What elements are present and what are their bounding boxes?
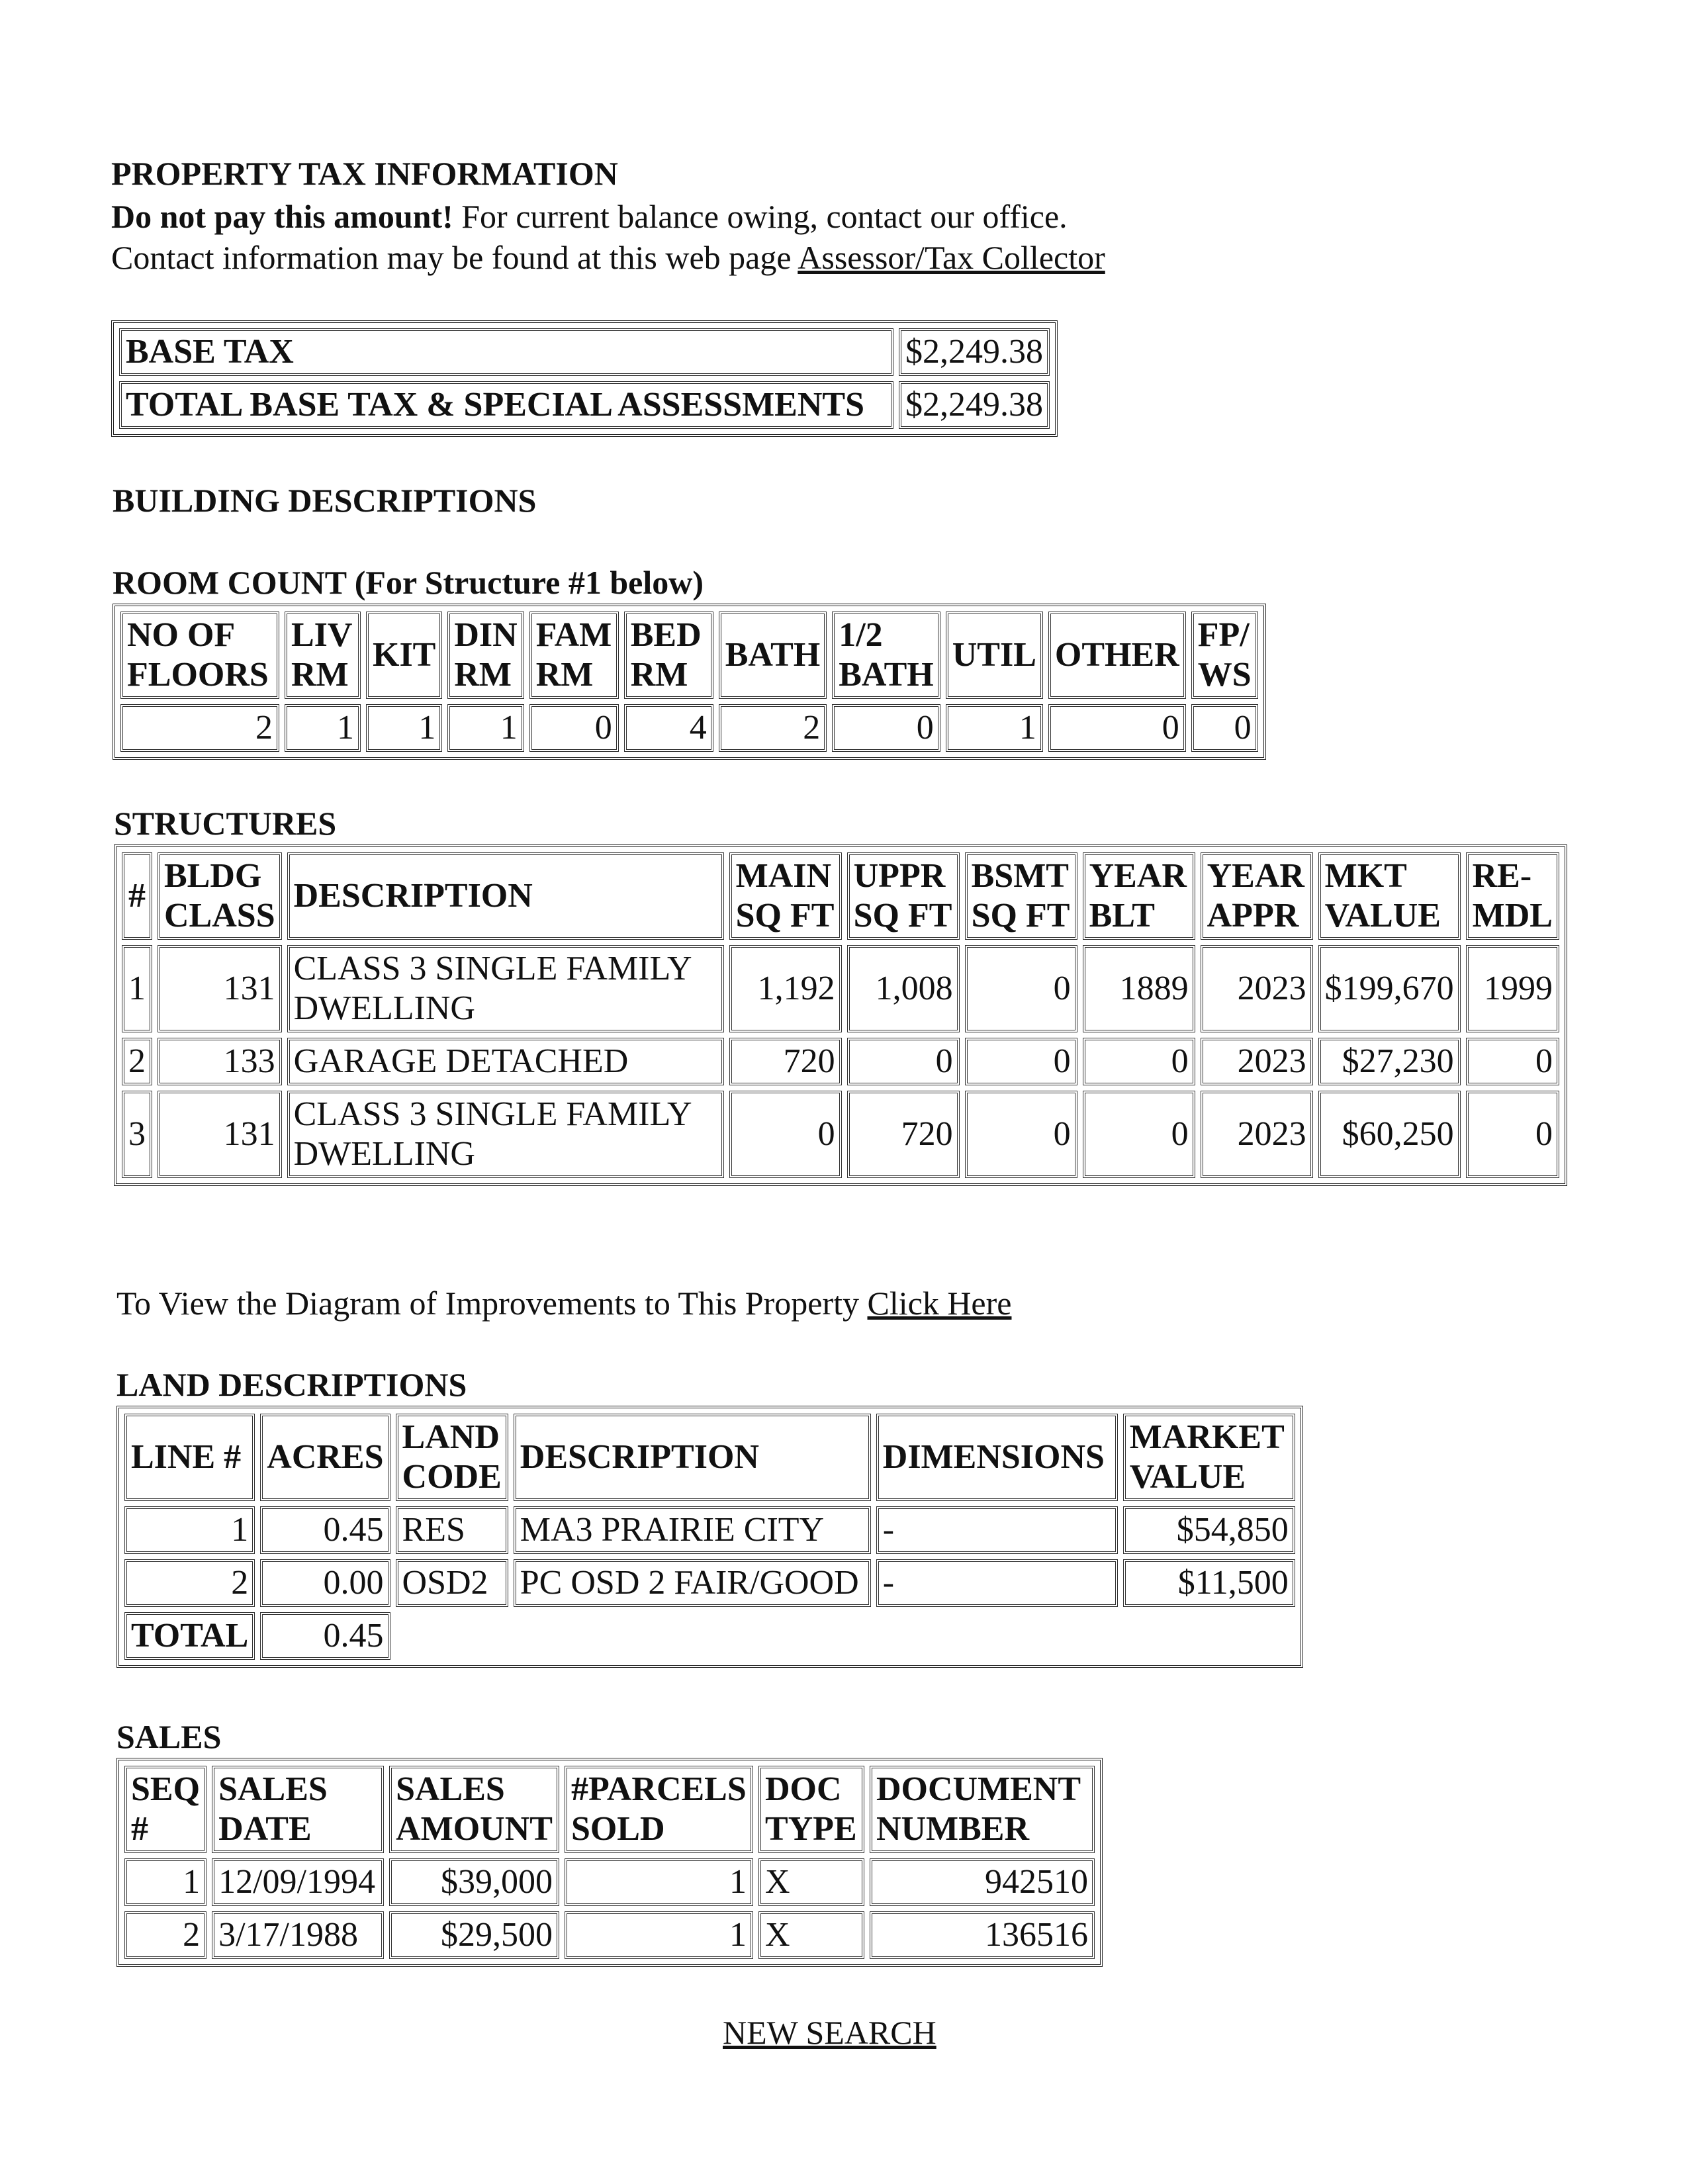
sale-amount: $39,000 [389,1858,559,1906]
sale-doc-type: X [758,1858,864,1906]
total-tax-value: $2,249.38 [899,381,1050,429]
land-acres: 0.00 [260,1559,390,1607]
sale-seq: 2 [124,1911,206,1959]
structure-bsmt-sqft: 0 [965,945,1077,1032]
land-market-value: $54,850 [1123,1506,1295,1554]
tax-table [111,320,1058,437]
land-table [116,1406,1303,1668]
room-count-table [113,604,1266,760]
structure-uppr-sqft: 0 [847,1038,960,1085]
room-value: 2 [120,704,279,752]
table-row [119,381,1050,429]
table-row [122,1038,1559,1085]
room-header: BATH [719,612,827,699]
building-title: BUILDING DESCRIPTIONS [113,482,537,519]
diagram-line [116,1283,1011,1324]
table-header-row [122,852,1559,940]
land-code: OSD2 [396,1559,508,1607]
structure-remodel: 0 [1466,1038,1559,1085]
structure-header: BLDG CLASS [158,852,282,940]
base-tax-value: $2,249.38 [899,328,1050,376]
tax-warning-text: For current balance owing, contact our office. [453,198,1068,235]
diagram-text: To View the Diagram of Improvements to This Property [116,1285,868,1322]
structure-remodel: 0 [1466,1091,1559,1178]
structure-year-built: 0 [1083,1038,1195,1085]
sale-parcels: 1 [565,1911,753,1959]
land-total-empty [396,1612,1295,1660]
assessor-tax-collector-link[interactable]: Assessor/Tax Collector [798,239,1105,276]
land-title: LAND DESCRIPTIONS [116,1366,467,1403]
total-tax-label: TOTAL BASE TAX & SPECIAL ASSESSMENTS [119,381,893,429]
structure-header: RE- MDL [1466,852,1559,940]
structure-year-appr: 2023 [1201,1091,1313,1178]
structure-header: YEAR APPR [1201,852,1313,940]
room-value: 1 [946,704,1043,752]
structure-num: 3 [122,1091,152,1178]
tax-contact-text: Contact information may be found at this web page [111,239,798,276]
room-value: 4 [624,704,713,752]
room-header: BED RM [624,612,713,699]
tax-title: PROPERTY TAX INFORMATION [111,155,618,192]
table-row [124,1858,1095,1906]
structure-main-sqft: 0 [729,1091,842,1178]
land-code: RES [396,1506,508,1554]
structure-header: # [122,852,152,940]
land-line: 1 [124,1506,255,1554]
sale-date: 12/09/1994 [212,1858,384,1906]
room-header: 1/2 BATH [832,612,940,699]
structure-header: MAIN SQ FT [729,852,842,940]
room-value: 0 [1191,704,1258,752]
structure-description: GARAGE DETACHED [287,1038,724,1085]
tax-warning-bold: Do not pay this amount! [111,198,453,235]
room-value: 1 [447,704,524,752]
room-header: FP/ WS [1191,612,1258,699]
room-value: 0 [832,704,940,752]
sales-header: #PARCELS SOLD [565,1766,753,1853]
structure-main-sqft: 1,192 [729,945,842,1032]
sale-seq: 1 [124,1858,206,1906]
sale-parcels: 1 [565,1858,753,1906]
room-header: NO OF FLOORS [120,612,279,699]
structure-uppr-sqft: 720 [847,1091,960,1178]
new-search-link[interactable]: NEW SEARCH [723,2014,936,2051]
base-tax-label: BASE TAX [119,328,893,376]
room-value: 2 [719,704,827,752]
diagram-click-here-link[interactable]: Click Here [867,1285,1012,1322]
structure-description: CLASS 3 SINGLE FAMILY DWELLING [287,945,724,1032]
room-header: UTIL [946,612,1043,699]
sales-header: SEQ # [124,1766,206,1853]
sale-amount: $29,500 [389,1911,559,1959]
table-row [119,328,1050,376]
sales-header: DOCUMENT NUMBER [870,1766,1095,1853]
table-header-row [120,612,1258,699]
structure-class: 131 [158,1091,282,1178]
structure-year-built: 1889 [1083,945,1195,1032]
room-value: 1 [285,704,361,752]
land-header: ACRES [260,1414,390,1501]
structure-uppr-sqft: 1,008 [847,945,960,1032]
room-value: 1 [366,704,442,752]
sales-header: DOC TYPE [758,1766,864,1853]
table-header-row [124,1766,1095,1853]
table-row [120,704,1258,752]
structure-main-sqft: 720 [729,1038,842,1085]
table-row [124,1506,1295,1554]
room-value: 0 [529,704,619,752]
structure-header: UPPR SQ FT [847,852,960,940]
sale-date: 3/17/1988 [212,1911,384,1959]
sale-doc-type: X [758,1911,864,1959]
room-header: KIT [366,612,442,699]
table-row [122,945,1559,1032]
room-header: LIV RM [285,612,361,699]
structures-title: STRUCTURES [114,805,337,842]
land-total-label: TOTAL [124,1612,255,1660]
land-line: 2 [124,1559,255,1607]
land-header: LINE # [124,1414,255,1501]
sales-table [116,1758,1103,1967]
table-row [122,1091,1559,1178]
structure-header: YEAR BLT [1083,852,1195,940]
room-header: DIN RM [447,612,524,699]
table-header-row [124,1414,1295,1501]
room-value: 0 [1048,704,1186,752]
land-market-value: $11,500 [1123,1559,1295,1607]
sale-doc-number: 942510 [870,1858,1095,1906]
structure-market-value: $199,670 [1318,945,1461,1032]
tax-contact [111,237,1105,278]
structure-num: 2 [122,1038,152,1085]
structure-year-built: 0 [1083,1091,1195,1178]
land-acres: 0.45 [260,1506,390,1554]
structure-year-appr: 2023 [1201,945,1313,1032]
structure-bsmt-sqft: 0 [965,1038,1077,1085]
structure-year-appr: 2023 [1201,1038,1313,1085]
sales-header: SALES AMOUNT [389,1766,559,1853]
land-header: DIMENSIONS [876,1414,1118,1501]
structure-market-value: $60,250 [1318,1091,1461,1178]
structure-bsmt-sqft: 0 [965,1091,1077,1178]
land-description: PC OSD 2 FAIR/GOOD [514,1559,871,1607]
sales-header: SALES DATE [212,1766,384,1853]
table-row [124,1911,1095,1959]
structure-remodel: 1999 [1466,945,1559,1032]
structure-class: 131 [158,945,282,1032]
land-header: MARKET VALUE [1123,1414,1295,1501]
structure-header: MKT VALUE [1318,852,1461,940]
land-dimensions: - [876,1559,1118,1607]
sales-title: SALES [116,1718,222,1755]
structure-market-value: $27,230 [1318,1038,1461,1085]
room-header: OTHER [1048,612,1186,699]
land-header: LAND CODE [396,1414,508,1501]
room-count-title: ROOM COUNT (For Structure #1 below) [113,564,704,601]
land-description: MA3 PRAIRIE CITY [514,1506,871,1554]
structure-num: 1 [122,945,152,1032]
structures-table [114,844,1567,1186]
tax-warning [111,196,1068,237]
structure-header: DESCRIPTION [287,852,724,940]
land-dimensions: - [876,1506,1118,1554]
structure-class: 133 [158,1038,282,1085]
sale-doc-number: 136516 [870,1911,1095,1959]
table-row [124,1559,1295,1607]
land-total-acres: 0.45 [260,1612,390,1660]
structure-header: BSMT SQ FT [965,852,1077,940]
table-row [124,1612,1295,1660]
structure-description: CLASS 3 SINGLE FAMILY DWELLING [287,1091,724,1178]
land-header: DESCRIPTION [514,1414,871,1501]
room-header: FAM RM [529,612,619,699]
